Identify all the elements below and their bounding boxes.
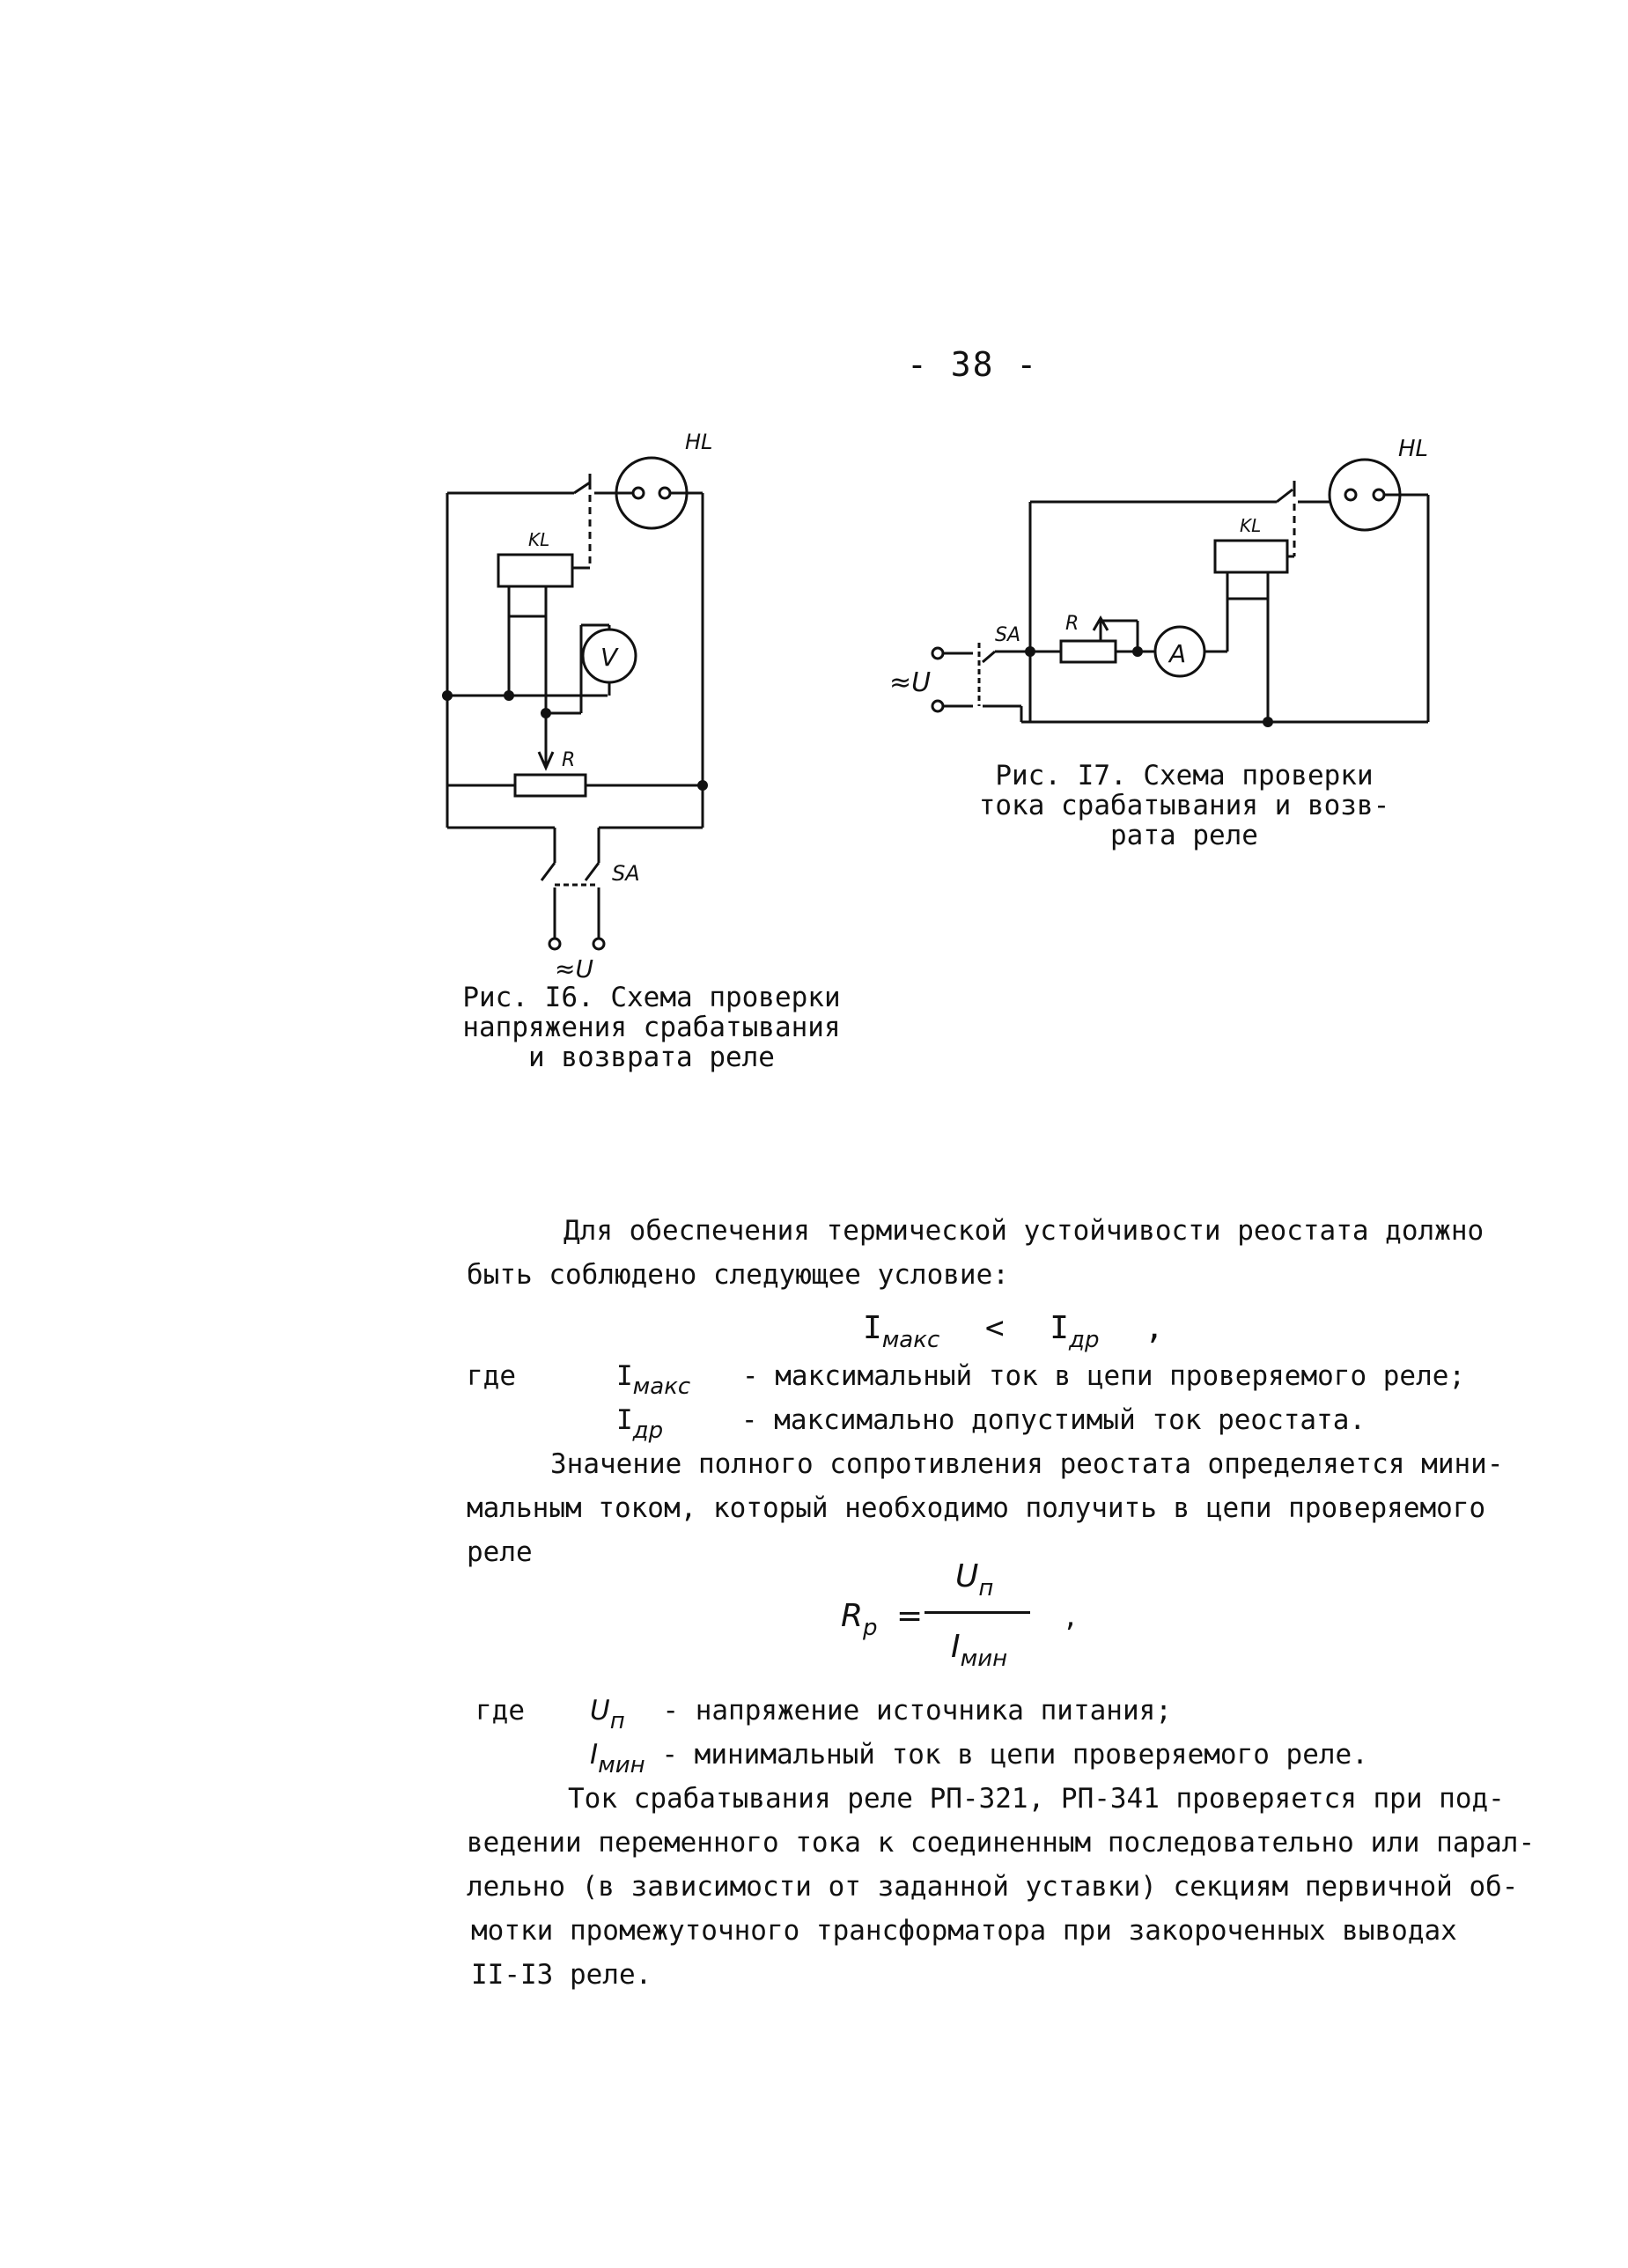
- cond-left-symbol: I: [863, 1310, 882, 1346]
- def4-text: - минимальный ток в цепи проверяемого реле.: [661, 1739, 1368, 1771]
- def2-subscript: др: [632, 1418, 664, 1444]
- cond-comma: ,: [1145, 1310, 1164, 1346]
- fig17-rheostat-r: [1061, 641, 1116, 662]
- def1: [616, 1360, 1466, 1400]
- cond-right-symbol: I: [1050, 1310, 1069, 1346]
- para3-line-4: мотки промежуточного трансформатора при закороченных выводах: [471, 1915, 1457, 1947]
- cond-left-subscript: макс: [881, 1327, 940, 1353]
- fig16-sa-blade-left: [541, 863, 555, 880]
- fig17-label-a: A: [1169, 639, 1187, 668]
- where-label-2: где: [475, 1695, 525, 1727]
- cond-right-subscript: др: [1068, 1327, 1100, 1353]
- figure-17-caption: [955, 761, 1413, 850]
- formula-num-subscript: п: [978, 1575, 994, 1602]
- fig16-caption-line-3: и возврата реле: [528, 1042, 775, 1073]
- def1-subscript: макс: [632, 1373, 691, 1400]
- fig17-caption-line-3: рата реле: [1110, 820, 1258, 851]
- where-label-1: где: [467, 1360, 516, 1392]
- fig16-label-sa: SA: [612, 861, 640, 886]
- para3-line-2: ведении переменного тока к соединенным последовательно или парал-: [467, 1827, 1536, 1859]
- fig16-relay-kl: [498, 555, 572, 586]
- fig16-label-hl: HL: [685, 430, 713, 454]
- formula-den-subscript: мин: [960, 1646, 1008, 1672]
- def4-subscript: мин: [598, 1752, 645, 1778]
- fig16-caption-line-2: напряжения срабатывания: [462, 1012, 841, 1043]
- formula-comma: ,: [1065, 1598, 1076, 1634]
- para2-line-2: мальным током, который необходимо получить в цепи проверяемого: [467, 1492, 1486, 1524]
- fig16-lamp-contact-left: [633, 488, 644, 498]
- fig17-label-source: ≈U: [889, 667, 932, 698]
- fig17-caption-line-1: Рис. I7. Схема проверки: [995, 760, 1374, 792]
- fig16-sa-blade-right: [586, 863, 599, 880]
- para1-line-1: Для обеспечения термической устойчивости реостата должно: [564, 1215, 1484, 1247]
- para1-line-2: быть соблюдено следующее условие:: [467, 1259, 1009, 1291]
- def3-subscript: п: [609, 1708, 625, 1734]
- formula-numerator: [955, 1558, 994, 1602]
- def3-symbol: U: [590, 1695, 610, 1727]
- def4-symbol: I: [590, 1739, 599, 1771]
- fig17-label-sa: SA: [995, 624, 1021, 646]
- figure-17-diagram: [889, 431, 1470, 748]
- fig16-label-source: ≈U: [555, 954, 593, 983]
- page-number: - 38 -: [907, 345, 1039, 384]
- figure-16-diagram: [423, 423, 775, 986]
- def2: [616, 1404, 1366, 1444]
- fig16-label-kl: KL: [528, 529, 550, 550]
- formula-den-symbol: I: [951, 1629, 961, 1665]
- formula-denominator: [951, 1629, 1008, 1672]
- def3-text: - напряжение источника питания;: [662, 1695, 1172, 1727]
- formula-lhs-subscript: р: [863, 1615, 878, 1641]
- para3-line-5: II-I3 реле.: [471, 1959, 652, 1991]
- def1-symbol: I: [616, 1360, 633, 1392]
- def4: [590, 1739, 1368, 1778]
- fig16-rheostat-r: [515, 775, 586, 796]
- para3-line-3: лельно (в зависимости от заданной уставки) секциям первичной об-: [467, 1871, 1519, 1903]
- formula-num-symbol: U: [955, 1558, 979, 1594]
- para2-line-3: реле: [467, 1536, 533, 1568]
- fig16-switch-contact: [574, 482, 590, 493]
- condition-formula: [863, 1310, 1164, 1353]
- formula-lhs: [841, 1598, 924, 1641]
- def2-symbol: I: [616, 1404, 633, 1436]
- def1-text: - максимальный ток в цепи проверяемого реле;: [741, 1360, 1466, 1392]
- def3: [590, 1695, 1172, 1734]
- para3-line-1: Ток срабатывания реле РП-321, РП-341 проверяется при под-: [568, 1783, 1505, 1815]
- formula-equals: =: [895, 1598, 924, 1634]
- def2-text: - максимально допустимый ток реостата.: [740, 1404, 1366, 1436]
- fig17-caption-line-2: тока срабатывания и возв-: [978, 790, 1390, 821]
- fig16-label-v: V: [600, 643, 618, 672]
- figure-16-caption: [449, 983, 854, 1072]
- para2-line-1: Значение полного сопротивления реостата определяется мини-: [550, 1448, 1504, 1480]
- formula-lhs-symbol: R: [841, 1598, 864, 1634]
- cond-operator: <: [984, 1310, 1005, 1346]
- fig16-caption-line-1: Рис. I6. Схема проверки: [462, 982, 841, 1013]
- fig17-relay-kl: [1215, 541, 1287, 572]
- fig17-label-hl: HL: [1398, 436, 1429, 462]
- fig17-label-r: R: [1065, 613, 1079, 635]
- fig16-lamp-contact-right: [659, 488, 670, 498]
- fraction-bar: [924, 1611, 1030, 1614]
- fig17-label-kl: KL: [1240, 515, 1262, 536]
- fig16-label-r: R: [562, 749, 576, 771]
